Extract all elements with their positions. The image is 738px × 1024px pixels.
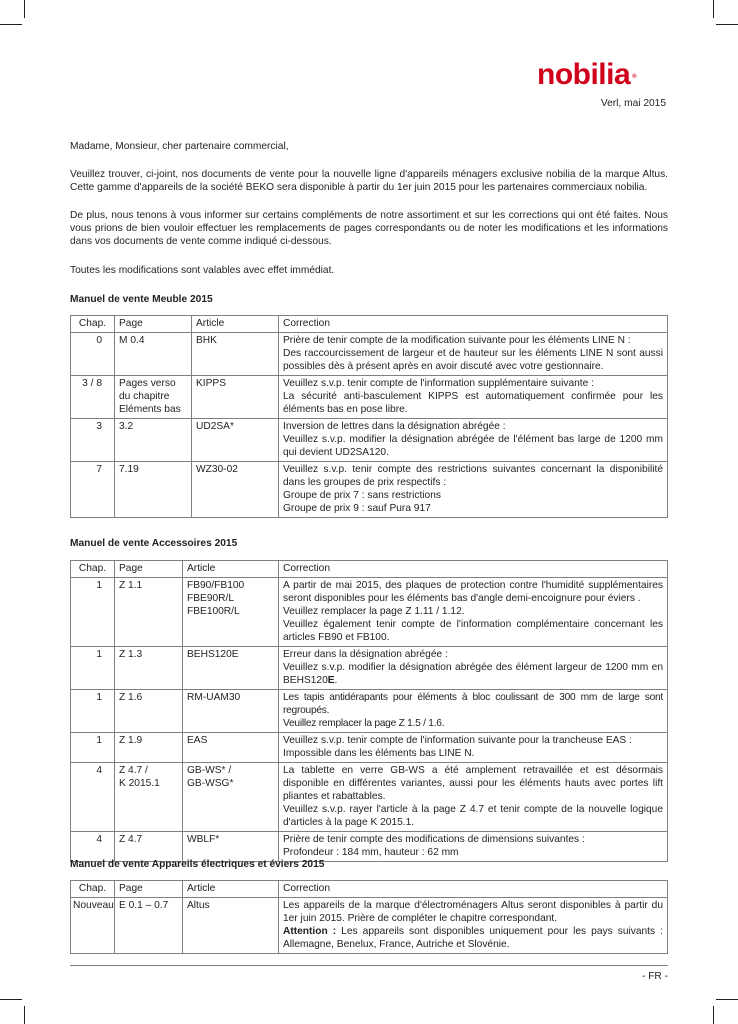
table-row <box>71 647 668 690</box>
cell-page <box>115 763 183 832</box>
cell-line: Veuillez s.v.p. rayer l'article à la page Z 4.7 et tenir compte de la nouvelle logique d'articles à la page K 2015.1. <box>283 804 663 828</box>
cell-line: WZ30-02 <box>196 464 238 475</box>
cell-article <box>183 898 279 954</box>
cell-correction <box>279 763 668 832</box>
cell-page <box>115 578 183 647</box>
table-row <box>71 898 668 954</box>
table-row <box>71 376 668 419</box>
cell-line: Erreur dans la désignation abrégée : <box>283 649 448 660</box>
table-header-row <box>71 881 668 898</box>
section-heading: Manuel de vente Appareils électriques et éviers 2015 <box>70 859 325 870</box>
table-row <box>71 333 668 376</box>
table-row <box>71 733 668 763</box>
cell-chap: 1 <box>71 690 115 733</box>
cell-chap: 7 <box>71 462 115 518</box>
crop-mark <box>716 24 738 25</box>
accessories-corrections-table <box>70 560 668 862</box>
cell-correction <box>279 898 668 954</box>
table-header-row <box>71 561 668 578</box>
header-page: Page <box>115 316 192 333</box>
cell-article <box>183 690 279 733</box>
cell-line: BEHS120E <box>187 649 239 660</box>
footer-divider <box>70 965 668 966</box>
cell-line: Eléments bas <box>119 404 181 415</box>
salutation-text: Madame, Monsieur, cher partenaire commercial, <box>70 141 289 152</box>
cell-page <box>115 419 192 462</box>
cell-correction <box>279 578 668 647</box>
cell-line: Veuillez également tenir compte de l'information complémentaire concernant les articles FB90 et FB100. <box>283 619 663 643</box>
cell-article <box>183 578 279 647</box>
cell-line: K 2015.1 <box>119 778 160 789</box>
cell-correction <box>279 376 668 419</box>
table-row <box>71 419 668 462</box>
cell-line: La tablette en verre GB-WS a été amplement retravaillée et est désormais disponible en différentes variantes, aussi pour les éléments hauts avec portes lift pliantes et rabattables. <box>283 765 663 802</box>
cell-line: Veuillez s.v.p. modifier la désignation abrégée de l'élément bas large de 1200 mm qui devient UD2SA120. <box>283 434 663 458</box>
cell-line: Z 4.7 / <box>119 765 148 776</box>
paragraph: De plus, nous tenons à vous informer sur certains compléments de notre assortiment et sur les corrections qui ont été faites. Nous vous prions de bien vouloir effectuer les remplacements de pages correspondants ou de noter les modifications et les informations dans vos documents de vente comme indiqué ci-dessous. <box>70 210 668 247</box>
cell-chap: 1 <box>71 578 115 647</box>
header-page: Page <box>115 881 183 898</box>
cell-correction <box>279 733 668 763</box>
designation-text: Veuillez s.v.p. modifier la désignation abrégée des élément largeur de 1200 mm en BEHS120 <box>283 662 663 686</box>
paragraph: Veuillez trouver, ci-joint, nos documents de vente pour la nouvelle ligne d'appareils ménagers exclusive nobilia de la marque Altus. Cette gamme d'appareils de la société BEKO sera disponible à partir du 1er juin 2015 pour les partenaires commerciaux nobilia. <box>70 169 668 193</box>
cell-line: EAS <box>187 735 208 746</box>
cell-line: Groupe de prix 7 : sans restrictions <box>283 490 441 501</box>
cell-line: Veuillez remplacer la page Z 1.5 / 1.6. <box>283 718 445 729</box>
header-correction: Correction <box>279 316 668 333</box>
header-page: Page <box>115 561 183 578</box>
crop-mark <box>24 0 25 18</box>
cell-line: Inversion de lettres dans la désignation abrégée : <box>283 421 506 432</box>
cell-article <box>183 647 279 690</box>
cell-line: Les appareils de la marque d'électroménagers Altus seront disponibles à partir du 1er juin 2015. Prière de compléter le chapitre correspondant. <box>283 900 663 924</box>
cell-line: Prière de tenir compte de la modification suivante pour les éléments LINE N : <box>283 335 631 346</box>
section-heading: Manuel de vente Meuble 2015 <box>70 294 213 305</box>
attention-text: Les appareils sont disponibles uniquement pour les pays suivants : Allemagne, Benelux, France, Autriche et Slovénie. <box>283 926 663 950</box>
cell-line: du chapitre <box>119 391 170 402</box>
table-row <box>71 832 668 862</box>
cell-line: Prière de tenir compte des modifications de dimensions suivantes : <box>283 834 585 845</box>
cell-line: 7.19 <box>119 464 139 475</box>
cell-line: Profondeur : 184 mm, hauteur : 62 mm <box>283 847 459 858</box>
paragraph: Toutes les modifications sont valables avec effet immédiat. <box>70 265 335 276</box>
cell-line: GB-WS* / <box>187 765 232 776</box>
cell-article <box>192 333 279 376</box>
page-language-marker: - FR - <box>641 971 668 982</box>
cell-line: FBE90R/L <box>187 593 234 604</box>
cell-page <box>115 733 183 763</box>
cell-page <box>115 690 183 733</box>
salutation <box>70 140 668 153</box>
crop-mark <box>0 999 22 1000</box>
cell-chap: 1 <box>71 647 115 690</box>
table-header-row <box>71 316 668 333</box>
table-row <box>71 763 668 832</box>
cell-line: Les tapis antidérapants pour éléments à bloc coulissant de 300 mm de large sont regroupés. <box>283 692 663 716</box>
header-chap: Chap. <box>71 316 115 333</box>
cell-correction <box>279 832 668 862</box>
table-row <box>71 578 668 647</box>
table-row <box>71 690 668 733</box>
cell-line: Des raccourcissement de largeur et de hauteur sur les éléments LINE N sont aussi possibles dès à présent après en avoir discuté avec votre gestionnaire. <box>283 348 663 372</box>
logo-text: nobilia <box>537 58 631 91</box>
cell-article <box>183 733 279 763</box>
header-article: Article <box>183 881 279 898</box>
cell-line: A partir de mai 2015, des plaques de protection contre l'humidité supplémentaires seront disponibles pour les éléments bas d'angle demi-encoignure pour éviers . <box>283 580 663 604</box>
cell-line: FB90/FB100 <box>187 580 245 591</box>
cell-page <box>115 898 183 954</box>
cell-line: Z 1.1 <box>119 580 143 591</box>
header-correction: Correction <box>279 881 668 898</box>
cell-line: Veuillez s.v.p. tenir compte de l'information suivante pour la trancheuse EAS : <box>283 735 632 746</box>
cell-article <box>192 419 279 462</box>
cell-line: Z 4.7 <box>119 834 143 845</box>
cell-line: M 0.4 <box>119 335 145 346</box>
cell-line: WBLF* <box>187 834 220 845</box>
header-correction: Correction <box>279 561 668 578</box>
cell-chap: 1 <box>71 733 115 763</box>
designation-suffix: E <box>327 675 335 686</box>
furniture-corrections-table <box>70 315 668 518</box>
cell-line: Impossible dans les éléments bas LINE N. <box>283 748 475 759</box>
intro-paragraph <box>70 168 668 194</box>
cell-correction <box>279 690 668 733</box>
cell-article <box>183 763 279 832</box>
cell-line: FBE100R/L <box>187 606 240 617</box>
cell-line: E 0.1 – 0.7 <box>119 900 169 911</box>
cell-line: Pages verso <box>119 378 176 389</box>
cell-line: GB-WSG* <box>187 778 234 789</box>
crop-mark <box>24 1006 25 1024</box>
cell-line: UD2SA* <box>196 421 234 432</box>
cell-correction <box>279 462 668 518</box>
cell-chap: Nouveau <box>71 898 115 954</box>
header-chap: Chap. <box>71 561 115 578</box>
cell-line: BHK <box>196 335 217 346</box>
cell-chap: 4 <box>71 832 115 862</box>
cell-line: 3.2 <box>119 421 134 432</box>
cell-chap: 4 <box>71 763 115 832</box>
crop-mark <box>0 24 22 25</box>
cell-line: Z 1.6 <box>119 692 143 703</box>
crop-mark <box>713 1006 714 1024</box>
cell-page <box>115 462 192 518</box>
cell-article <box>183 832 279 862</box>
cell-chap: 3 <box>71 419 115 462</box>
header-chap: Chap. <box>71 881 115 898</box>
cell-page <box>115 333 192 376</box>
cell-line: Veuillez s.v.p. tenir compte de l'information supplémentaire suivante : <box>283 378 594 389</box>
header-article: Article <box>183 561 279 578</box>
attention-label: Attention : <box>283 926 337 937</box>
registered-mark: ® <box>632 74 637 80</box>
cell-page <box>115 647 183 690</box>
period: . <box>334 675 338 686</box>
cell-chap: 0 <box>71 333 115 376</box>
crop-mark <box>716 999 738 1000</box>
cell-line: Altus <box>187 900 210 911</box>
cell-line: KIPPS <box>196 378 227 389</box>
cell-article <box>192 376 279 419</box>
header-article: Article <box>192 316 279 333</box>
crop-mark <box>713 0 714 18</box>
corrections-paragraph <box>70 209 668 248</box>
appliances-corrections-table <box>70 880 668 954</box>
cell-line: Veuillez s.v.p. tenir compte des restrictions suivantes concernant la disponibilité dans les groupes de prix respectifs : <box>283 464 663 488</box>
cell-page <box>115 832 183 862</box>
section-heading: Manuel de vente Accessoires 2015 <box>70 538 238 549</box>
cell-line: Z 1.9 <box>119 735 143 746</box>
cell-line <box>283 662 663 686</box>
cell-line <box>283 926 663 950</box>
cell-line: RM-UAM30 <box>187 692 241 703</box>
cell-line: Groupe de prix 9 : sauf Pura 917 <box>283 503 431 514</box>
cell-chap: 3 / 8 <box>71 376 115 419</box>
cell-line: Veuillez remplacer la page Z 1.11 / 1.12. <box>283 606 465 617</box>
cell-line: La sécurité anti-basculement KIPPS est automatiquement confirmée pour les éléments bas en pose libre. <box>283 391 663 415</box>
nobilia-logo <box>537 58 637 91</box>
cell-correction <box>279 333 668 376</box>
cell-page <box>115 376 192 419</box>
cell-correction <box>279 647 668 690</box>
cell-line: Z 1.3 <box>119 649 143 660</box>
cell-correction <box>279 419 668 462</box>
validity-paragraph <box>70 264 668 277</box>
cell-article <box>192 462 279 518</box>
table-row <box>71 462 668 518</box>
letter-date: Verl, mai 2015 <box>600 98 666 109</box>
